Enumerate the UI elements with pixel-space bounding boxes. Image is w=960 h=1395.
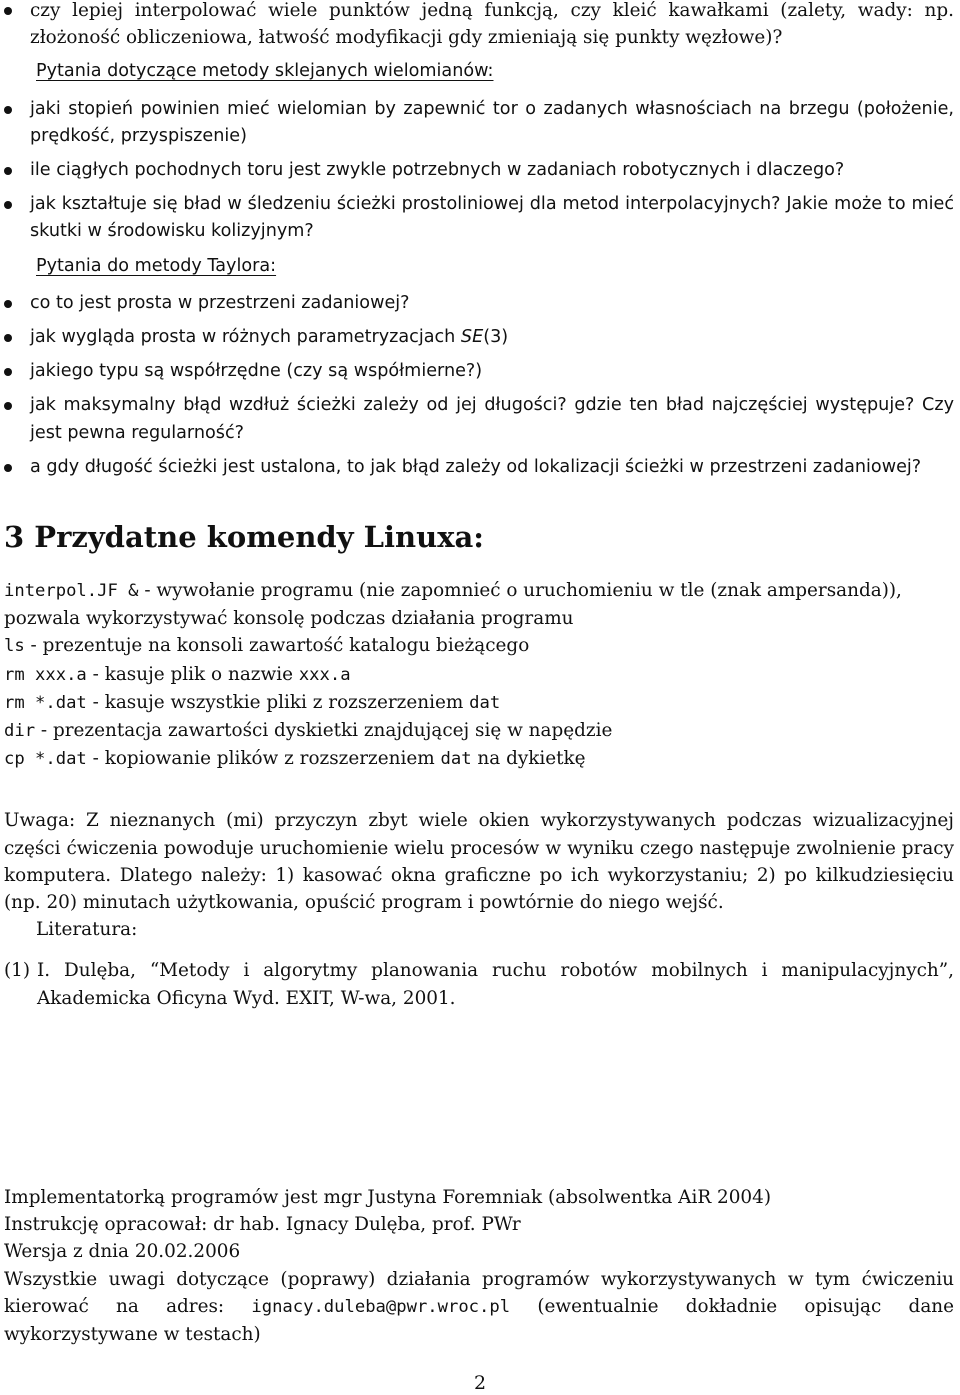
extension-code: dat <box>440 749 472 770</box>
command-description-tail: na dykietkę <box>471 748 586 770</box>
footer <box>4 1184 954 1348</box>
footer-implementer: Implementatorką programów jest mgr Justyna Foremniak (absolwentka AiR 2004) <box>4 1186 772 1208</box>
continuation-line-1: czy lepiej interpolować wiele punktów jedną funkcją, czy kleić kawałkami (zalety, wady: np. <box>30 0 954 21</box>
command-description: - prezentuje na konsoli zawartość katalogu bieżącego <box>24 635 530 657</box>
file-name-code: xxx.a <box>298 664 351 685</box>
command-entry <box>4 632 954 660</box>
reference-number: (1) <box>4 960 31 982</box>
list-item: jaki stopień powinien mieć wielomian by zapewnić tor o zadanych własnościach na brzegu (położenie, prędkość, przyspiszenie) <box>4 96 954 150</box>
extension-code: dat <box>469 692 501 713</box>
list-item <box>4 324 954 351</box>
document-body <box>4 0 954 1348</box>
list-item: co to jest prosta w przestrzeni zadaniowej? <box>4 290 954 317</box>
command-code: dir <box>4 721 36 742</box>
section-heading: 3 Przydatne komendy Linuxa: <box>4 520 485 555</box>
email-address: ignacy.duleba@pwr.wroc.pl <box>251 1296 511 1317</box>
list-item: jak kształtuje się bład w śledzeniu ścieżki prostoliniowej dla metod interpolacyjnych? Jakie może to mieć skutki w środowisku kolizyjnym? <box>4 191 954 245</box>
taylor-questions-heading: Pytania do metody Taylora: <box>36 255 277 276</box>
command-description: - wywołanie programu (nie zapomnieć o uruchomieniu w tle (znak ampersanda)), pozwala wykorzystywać konsolę podczas działania programu <box>4 580 902 630</box>
command-description: - kasuje wszystkie pliki z rozszerzeniem <box>86 691 470 713</box>
command-entry <box>4 717 954 745</box>
group-symbol: SE <box>460 327 484 348</box>
group-dimension: (3) <box>483 327 509 348</box>
command-code: interpol.JF & <box>4 581 139 602</box>
reference-text: I. Dulęba, “Metody i algorytmy planowania ruchu robotów mobilnych i manipulacyjnych”, Akademicka Oficyna Wyd. EXIT, W-wa, 2001. <box>37 960 954 1009</box>
command-description: - kasuje plik o nazwie <box>86 663 299 685</box>
command-code: cp *.dat <box>4 749 87 770</box>
param-question-text: jak wygląda prosta w różnych parametryzacjach <box>30 327 461 348</box>
notice-paragraph: Uwaga: Z nieznanych (mi) przyczyn zbyt wiele okien wykorzystywanych podczas wizualizacyjnej części ćwiczenia powoduje uruchomienie wielu procesów w wyniku czego następuje zwolnienie pracy komputera. Dlatego należy: 1) kasować okna graficzne po ich wykorzystaniu; 2) po kilkudziesięciu (np. 20) minutach użytkowania, opuścić program i powtórnie do niego wejść. <box>4 810 954 914</box>
list-item: ile ciągłych pochodnych toru jest zwykle potrzebnych w zadaniach robotycznych i dlaczego? <box>4 157 954 184</box>
footer-contact <box>4 1266 954 1349</box>
command-entry <box>4 577 954 632</box>
page-number: 2 <box>473 1372 487 1394</box>
command-code: rm *.dat <box>4 692 87 713</box>
footer-author: Instrukcję opracował: dr hab. Ignacy Dulęba, prof. PWr <box>4 1214 521 1236</box>
list-item: jakiego typu są współrzędne (czy są współmierne?) <box>4 358 954 385</box>
footer-version: Wersja z dnia 20.02.2006 <box>4 1241 241 1263</box>
command-code: ls <box>4 636 25 657</box>
command-description: - prezentacja zawartości dyskietki znajdującej się w napędzie <box>35 720 613 742</box>
footer-contact-text: Wszystkie uwagi dotyczące (poprawy) działania programów wykorzystywanych w tym ćwiczeniu kierować na adres: <box>4 1268 954 1317</box>
command-code: rm xxx.a <box>4 664 87 685</box>
list-item: jak maksymalny błąd wzdłuż ścieżki zależy od jej długości? gdzie ten bład najczęściej występuje? Czy jest pewna regularność? <box>4 392 954 446</box>
command-entry <box>4 661 954 689</box>
command-entry <box>4 745 954 773</box>
command-entry <box>4 689 954 717</box>
footer-contact-tail: (ewentualnie dokładnie opisując dane wykorzystywane w testach) <box>4 1295 955 1345</box>
continuation-line-2: złożoność obliczeniowa, łatwość modyfikacji gdy zmieniają się punkty węzłowe)? <box>30 27 783 49</box>
spline-questions-heading: Pytania dotyczące metody sklejanych wielomianów: <box>36 61 494 82</box>
command-description: - kopiowanie plików z rozszerzeniem <box>86 748 441 770</box>
reference-entry <box>4 957 954 1011</box>
list-item <box>4 0 954 51</box>
list-item: a gdy długość ścieżki jest ustalona, to jak błąd zależy od lokalizacji ścieżki w przestrzeni zadaniowej? <box>4 454 954 481</box>
literature-label: Literatura: <box>36 919 138 941</box>
